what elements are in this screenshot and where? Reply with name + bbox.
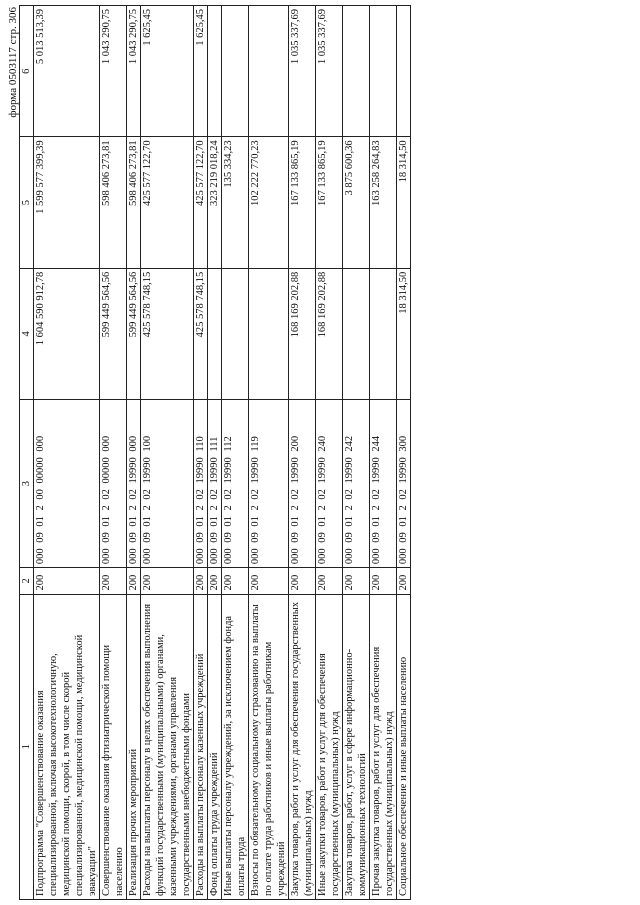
row-unexecuted: 1 035 337,69	[316, 6, 343, 137]
budget-table	[19, 5, 411, 900]
table-row	[222, 6, 249, 900]
row-code: 200	[34, 568, 100, 594]
row-name: Социальное обеспечение и иные выплаты населению	[397, 594, 411, 899]
table-row	[208, 6, 222, 900]
row-name: Закупка товаров, работ, услуг в сфере информационно-коммуникационных технологий	[343, 594, 370, 899]
row-executed: 163 258 264,83	[370, 137, 397, 268]
row-kbk: 000 09 01 2 02 19990 300	[397, 400, 411, 568]
row-executed: 425 577 122,70	[194, 137, 208, 268]
row-approved: 599 449 564,56	[127, 268, 141, 399]
row-unexecuted	[343, 6, 370, 137]
row-executed: 323 219 018,24	[208, 137, 222, 268]
row-code: 200	[222, 568, 249, 594]
row-unexecuted	[397, 6, 411, 137]
row-code: 200	[289, 568, 316, 594]
row-code: 200	[141, 568, 194, 594]
row-name: Иные закупки товаров, работ и услуг для обеспечения государственных (муниципальных) нужд	[316, 594, 343, 899]
header-col-5: 5	[20, 137, 34, 268]
row-unexecuted	[222, 6, 249, 137]
header-col-3: 3	[20, 400, 34, 568]
row-name: Иные выплаты персоналу учреждений, за исключением фонда оплаты труда	[222, 594, 249, 899]
row-executed: 135 334,23	[222, 137, 249, 268]
row-name: Подпрограмма "Совершенствование оказания специализированной, включая высокотехнологичную, медицинской помощи, скорой, в том числе скорой специализированной, медицинской помощи, медицинской эвакуации"	[34, 594, 100, 899]
row-kbk: 000 09 01 2 02 19990 111	[208, 400, 222, 568]
row-executed: 18 314,50	[397, 137, 411, 268]
table-row	[316, 6, 343, 900]
row-executed: 167 133 865,19	[316, 137, 343, 268]
row-executed: 425 577 122,70	[141, 137, 194, 268]
row-kbk: 000 09 01 2 02 19990 240	[316, 400, 343, 568]
table-row	[100, 6, 127, 900]
row-kbk: 000 09 01 2 02 19990 119	[249, 400, 289, 568]
table-row	[289, 6, 316, 900]
table-row	[127, 6, 141, 900]
row-name: Совершенствование оказания фтизиатрической помощи населению	[100, 594, 127, 899]
row-unexecuted: 1 043 290,75	[100, 6, 127, 137]
row-unexecuted	[370, 6, 397, 137]
row-kbk: 000 09 01 2 02 19990 242	[343, 400, 370, 568]
header-col-1: 1	[20, 594, 34, 899]
row-code: 200	[316, 568, 343, 594]
row-name: Фонд оплаты труда учреждений	[208, 594, 222, 899]
row-code: 200	[208, 568, 222, 594]
row-executed: 102 222 770,23	[249, 137, 289, 268]
row-kbk: 000 09 01 2 02 00000 000	[100, 400, 127, 568]
row-approved: 425 578 748,15	[141, 268, 194, 399]
header-col-6: 6	[20, 6, 34, 137]
row-approved	[343, 268, 370, 399]
row-name: Прочая закупка товаров, работ и услуг для обеспечения государственных (муниципальных) нужд	[370, 594, 397, 899]
row-name: Расходы на выплаты персоналу в целях обеспечения выполнения функций государственными (муниципальными) органами, казенными учреждениями, органами управления государственными внебюджетными фондами	[141, 594, 194, 899]
row-kbk: 000 09 01 2 02 19990 112	[222, 400, 249, 568]
row-approved: 1 604 590 912,78	[34, 268, 100, 399]
table-body	[34, 6, 411, 900]
row-name: Взносы по обязательному социальному страхованию на выплаты по оплате труда работников и иные выплаты работникам учреждений	[249, 594, 289, 899]
row-name: Закупка товаров, работ и услуг для обеспечения государственных (муниципальных) нужд	[289, 594, 316, 899]
row-executed: 3 875 600,36	[343, 137, 370, 268]
table-row	[34, 6, 100, 900]
row-approved: 168 169 202,88	[316, 268, 343, 399]
table-row	[370, 6, 397, 900]
row-unexecuted: 1 035 337,69	[289, 6, 316, 137]
row-kbk: 000 09 01 2 02 19990 244	[370, 400, 397, 568]
row-code: 200	[343, 568, 370, 594]
table-row	[249, 6, 289, 900]
row-executed: 598 406 273,81	[127, 137, 141, 268]
row-unexecuted: 1 625,45	[141, 6, 194, 137]
row-kbk: 000 09 01 2 02 19990 110	[194, 400, 208, 568]
row-name: Расходы на выплаты персоналу казенных учреждений	[194, 594, 208, 899]
row-approved: 599 449 564,56	[100, 268, 127, 399]
row-unexecuted	[249, 6, 289, 137]
header-row	[20, 6, 34, 900]
row-unexecuted: 1 625,45	[194, 6, 208, 137]
table-row	[141, 6, 194, 900]
row-unexecuted: 1 043 290,75	[127, 6, 141, 137]
row-code: 200	[397, 568, 411, 594]
row-executed: 167 133 865,19	[289, 137, 316, 268]
row-approved	[222, 268, 249, 399]
row-name: Реализация прочих мероприятий	[127, 594, 141, 899]
row-code: 200	[249, 568, 289, 594]
row-kbk: 000 09 01 2 02 19990 200	[289, 400, 316, 568]
row-approved	[249, 268, 289, 399]
row-executed: 598 406 273,81	[100, 137, 127, 268]
table-row	[343, 6, 370, 900]
header-col-4: 4	[20, 268, 34, 399]
row-approved: 425 578 748,15	[194, 268, 208, 399]
row-approved: 168 169 202,88	[289, 268, 316, 399]
row-unexecuted: 5 013 513,39	[34, 6, 100, 137]
row-approved: 18 314,50	[397, 268, 411, 399]
row-code: 200	[370, 568, 397, 594]
row-unexecuted	[208, 6, 222, 137]
table-row	[397, 6, 411, 900]
row-approved	[370, 268, 397, 399]
row-approved	[208, 268, 222, 399]
row-kbk: 000 09 01 2 02 19990 100	[141, 400, 194, 568]
form-label: форма 0503117 стр. 306	[7, 7, 19, 118]
row-executed: 1 599 577 399,39	[34, 137, 100, 268]
rotated-page	[5, 5, 635, 900]
row-code: 200	[100, 568, 127, 594]
row-kbk: 000 09 01 2 02 19990 000	[127, 400, 141, 568]
row-code: 200	[127, 568, 141, 594]
header-col-2: 2	[20, 568, 34, 594]
row-kbk: 000 09 01 2 00 00000 000	[34, 400, 100, 568]
table-row	[194, 6, 208, 900]
row-code: 200	[194, 568, 208, 594]
